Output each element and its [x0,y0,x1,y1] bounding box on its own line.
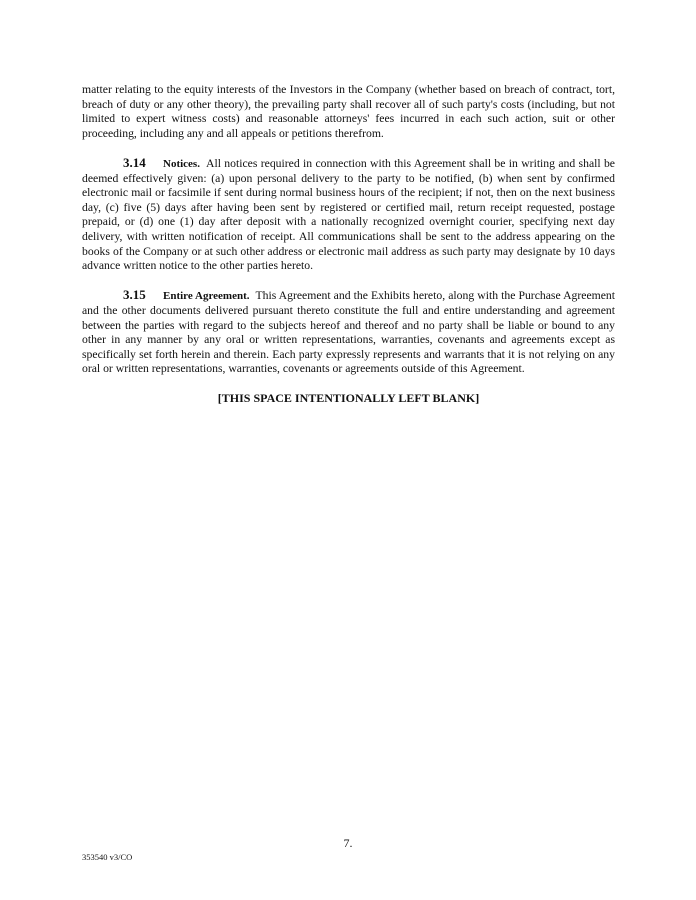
section-number: 3.14 [123,154,146,170]
paragraph-continuation: matter relating to the equity interests of the Investors in the Company (whether based on breach of contract, tort, breach of duty or any other theory), the prevailing party shall recover all of such party's costs (including, but not limited to expert witness costs) and reasonable attorneys' fees incurred in each such action, suit or other proceeding, including any and all appeals or petitions therefrom. [82,83,615,140]
section-number: 3.15 [123,287,146,303]
section-body: All notices required in connection with this Agreement shall be in writing and shall be deemed effectively given: (a) upon personal delivery to the party to be notified, (b) when sent by confirmed electronic mail or facsimile if sent during normal business hours of the recipient; if not, then on the next business day, (c) five (5) days after having been sent by registered or certified mail, return receipt requested, postage prepaid, or (d) one (1) day after deposit with a nationally recognized overnight courier, specifying next day delivery, with written notification of receipt. All communications shall be sent to the address appearing on the books of the Company or at such other address or electronic mail address as such party may designate by 10 days advance written notice to the other parties hereto. [82,156,615,273]
section-heading: Notices. [163,157,200,170]
section-3-15 [82,288,615,377]
section-body: This Agreement and the Exhibits hereto, along with the Purchase Agreement and the other documents delivered pursuant thereto constitute the full and entire understanding and agreement between the parties with regard to the subjects hereof and thereof and no party shall be liable or bound to any other in any manner by any oral or written representations, warranties, covenants and agreements except as specifically set forth herein and therein. Each party expressly represents and warrants that it is not relying on any oral or written representations, warranties, covenants or agreements outside of this Agreement. [82,289,616,376]
section-3-14 [82,156,615,274]
document-id: 353540 v3/CO [82,852,133,862]
section-heading: Entire Agreement. [163,290,250,303]
document-page [82,83,615,406]
blank-space-notice: [THIS SPACE INTENTIONALLY LEFT BLANK] [217,391,480,406]
page-number: 7. [343,836,353,850]
